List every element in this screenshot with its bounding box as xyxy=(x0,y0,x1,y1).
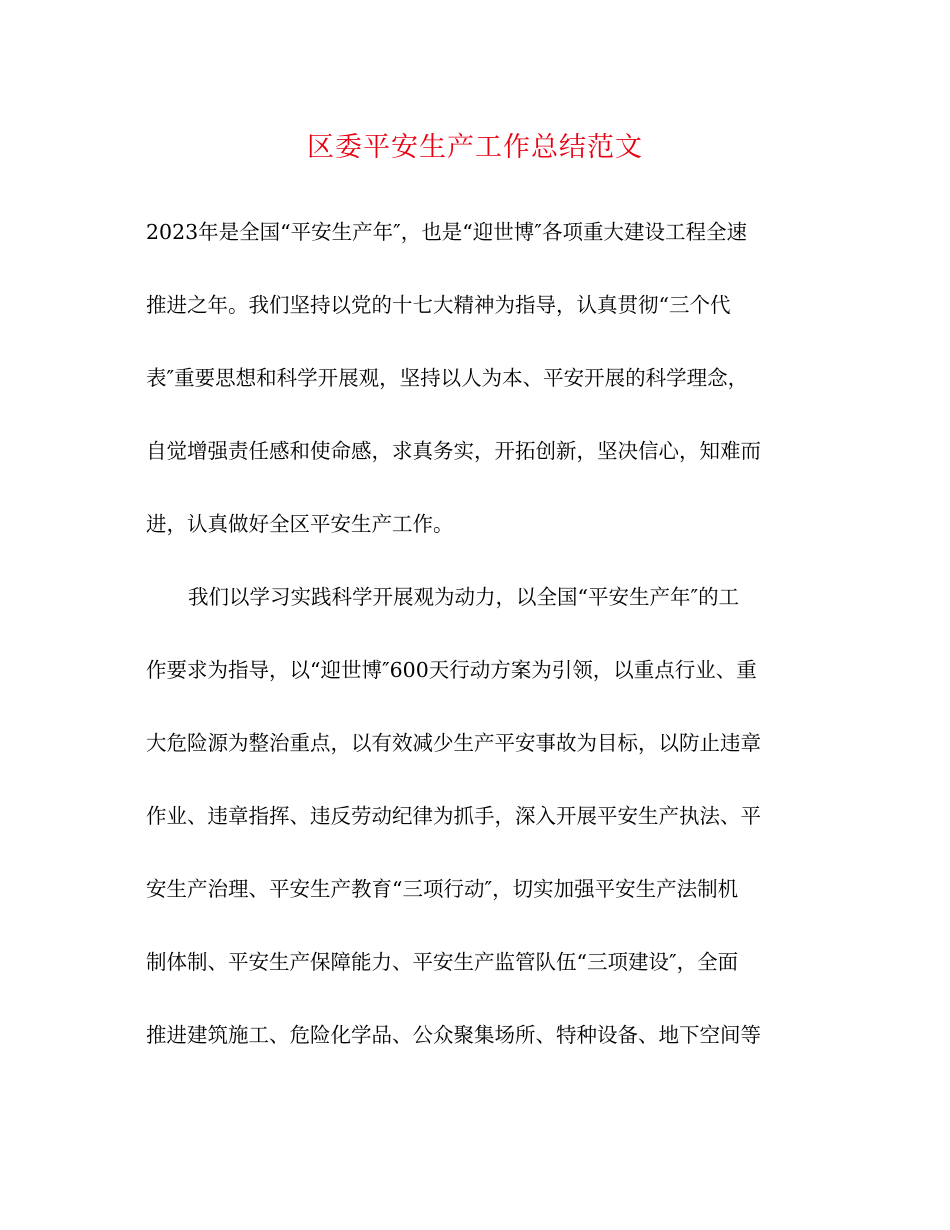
paragraph-2-line-1: 我们以学习实践科学开展观为动力，以全国“平安生产年″的工 xyxy=(188,585,740,609)
paragraph-2-line-3: 大危险源为整治重点，以有效减少生产平安事故为目标，以防止违章 xyxy=(146,731,761,755)
paragraph-1-line-2: 推进之年。我们坚持以党的十七大精神为指导，认真贯彻“三个代 xyxy=(146,293,731,317)
paragraph-2-line-7: 推进建筑施工、危险化学品、公众聚集场所、特种设备、地下空间等 xyxy=(146,1023,761,1047)
paragraph-2-line-4: 作业、违章指挥、违反劳动纪律为抓手，深入开展平安生产执法、平 xyxy=(146,804,761,828)
paragraph-1-line-4: 自觉增强责任感和使命感，求真务实，开拓创新，坚决信心，知难而 xyxy=(146,439,761,463)
paragraph-2-line-5: 安生产治理、平安生产教育“三项行动″，切实加强平安生产法制机 xyxy=(146,877,739,901)
paragraph-2-line-2: 作要求为指导，以“迎世博″600天行动方案为引领，以重点行业、重 xyxy=(146,658,757,682)
paragraph-1-line-5: 进，认真做好全区平安生产工作。 xyxy=(146,512,454,536)
paragraph-1-line-3: 表″重要思想和科学开展观，坚持以人为本、平安开展的科学理念， xyxy=(146,366,749,390)
paragraph-2-line-6: 制体制、平安生产保障能力、平安生产监管队伍“三项建设″，全面 xyxy=(146,950,739,974)
document-title: 区委平安生产工作总结范文 xyxy=(307,132,643,163)
paragraph-1-line-1: 2023年是全国“平安生产年″，也是“迎世博″各项重大建设工程全速 xyxy=(146,220,747,244)
